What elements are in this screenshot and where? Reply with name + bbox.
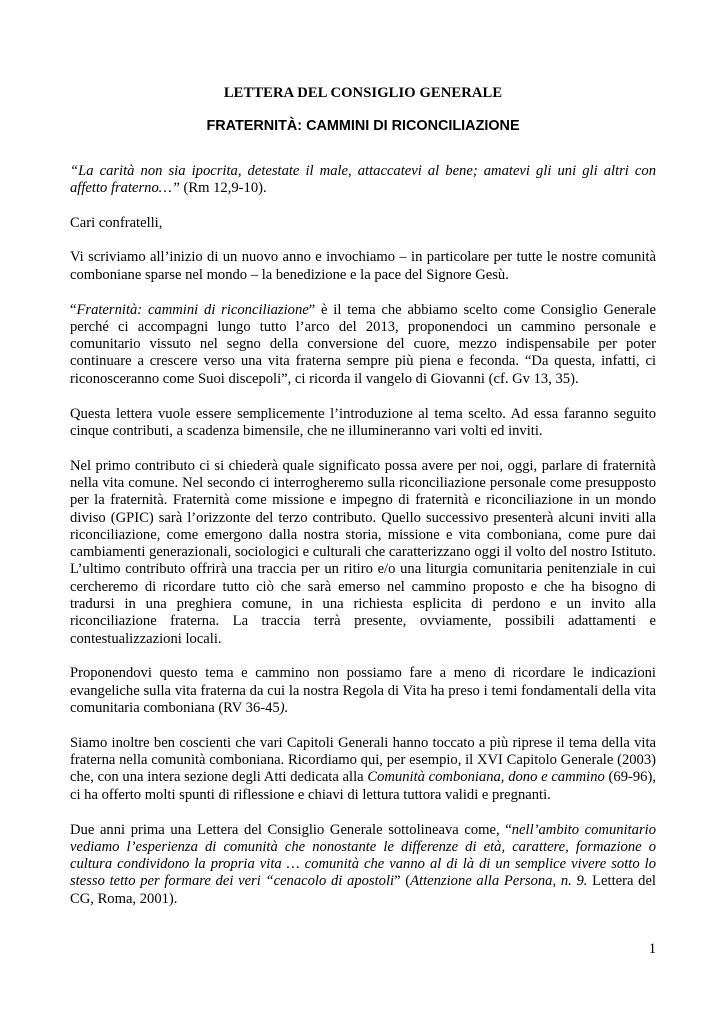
paragraph-6-part-b: (69-96), ci ha offerto molti spunti di riflessione e chiavi di lettura tuttora validi e pregnanti. — [70, 769, 656, 803]
letter-subtitle: FRATERNITÀ: CAMMINI DI RICONCILIAZIONE — [206, 118, 520, 135]
paragraph-5 — [70, 665, 656, 717]
paragraph-7-part-a: Due anni prima una Lettera del Consiglio Generale sottolineava come, “ — [70, 821, 512, 838]
paragraph-7-part-d: Lettera del CG, Roma, 2001). — [70, 873, 656, 907]
paragraph-1: Vi scriviamo all’inizio di un nuovo anno e invochiamo – in particolare per tutte le nostre comunità comboniane sparse nel mondo – la benedizione e la pace del Signore Gesù. — [70, 249, 656, 283]
salutation: Cari confratelli, — [70, 214, 163, 231]
paragraph-7-source-title: Attenzione alla Persona — [410, 873, 553, 890]
paragraph-7-part-c: , — [552, 873, 561, 890]
epigraph-reference: (Rm 12,9-10). — [179, 179, 267, 196]
paragraph-2-open-quote: “ — [70, 301, 77, 318]
epigraph-quote: “La carità non sia ipocrita, detestate il male, attaccatevi al bene; amatevi gli uni gli altri con affetto fraterno…” — [70, 162, 656, 196]
paragraph-6 — [70, 735, 656, 804]
paragraph-7-part-b: ” ( — [394, 873, 411, 890]
paragraph-3: Questa lettera vuole essere semplicemente l’introduzione al tema scelto. Ad essa faranno seguito cinque contributi, a scadenza bimensile, che ne illumineranno vari volti ed inviti. — [70, 405, 656, 439]
page-number: 1 — [648, 941, 656, 957]
letter-title: LETTERA DEL CONSIGLIO GENERALE — [223, 85, 503, 101]
paragraph-6-part-a: Siamo inoltre ben coscienti che vari Capitoli Generali hanno toccato a più riprese il tema della vita fraterna nella comunità comboniana. Ricordiamo qui, per esempio, il XVI Capitolo Generale (2003) che, con una intera sezione degli Atti dedicata alla — [70, 734, 656, 786]
paragraph-7-quotation: nell’ambito comunitario vediamo l’esperienza di comunità che nonostante le differenze di età, carattere, formazione o cultura condividono la propria vita … comunità che vanno al di là di un semplice vivere sotto lo stesso tetto per formare dei veri “cenacolo di apostoli — [70, 821, 656, 890]
paragraph-5-close: ). — [279, 700, 289, 717]
epigraph — [70, 163, 656, 198]
paragraph-2-body: ” è il tema che abbiamo scelto come Consiglio Generale perché ci accompagni lungo tutto l’arco del 2013, proponendoci un cammino personale e comunitario vissuto nel segno della conversione del cuore, mezzo indispensabile per poter continuare a crescere verso una vita fraterna sempre più piena e feconda. “Da questa, infatti, ci riconosceranno come Suoi discepoli”, ci ricorda il vangelo di Giovanni (cf. Gv 13, 35). — [70, 301, 656, 387]
paragraph-2 — [70, 302, 656, 388]
paragraph-6-section-title: Comunità comboniana, dono e cammino — [367, 769, 605, 786]
letter-page — [70, 85, 656, 925]
paragraph-5-body: Proponendovi questo tema e cammino non possiamo fare a meno di ricordare le indicazioni evangeliche sulla vita fraterna da cui la nostra Regola di Vita ha preso i temi fondamentali della vita comunitaria comboniana (RV 36-45 — [70, 665, 656, 717]
paragraph-7 — [70, 822, 656, 908]
paragraph-2-theme: Fraternità: cammini di riconciliazione — [76, 301, 309, 318]
paragraph-4: Nel primo contributo ci si chiederà quale significato possa avere per noi, oggi, parlare di fraternità nella vita comune. Nel secondo ci interrogheremo sulla riconciliazione personale come presupposto per la fraternità. Fraternità come missione e impegno di fraternità e riconciliazione in un mondo diviso (GPIC) sarà l’orizzonte del terzo contributo. Quello successivo presenterà alcuni inviti alla riconciliazione, come emergono dalla nostra storia, missione e vita comboniana, come pure dai cambiamenti generazionali, sociologici e culturali che caratterizzano oggi il volto del nostro Istituto. L’ultimo contributo offrirà una traccia per un ritiro e/o una liturgia comunitaria penitenziale in cui cercheremo di ricordare tutto ciò che sarà emerso nel cammino proposto e che ha bisogno di tradursi in una preghiera comune, in una richiesta esplicita di perdono e un invito alla riconciliazione fraterna. La traccia terrà presente, ovviamente, possibili adattamenti e contestualizzazioni locali. — [70, 457, 656, 647]
paragraph-7-source-number: n. 9. — [560, 873, 588, 890]
